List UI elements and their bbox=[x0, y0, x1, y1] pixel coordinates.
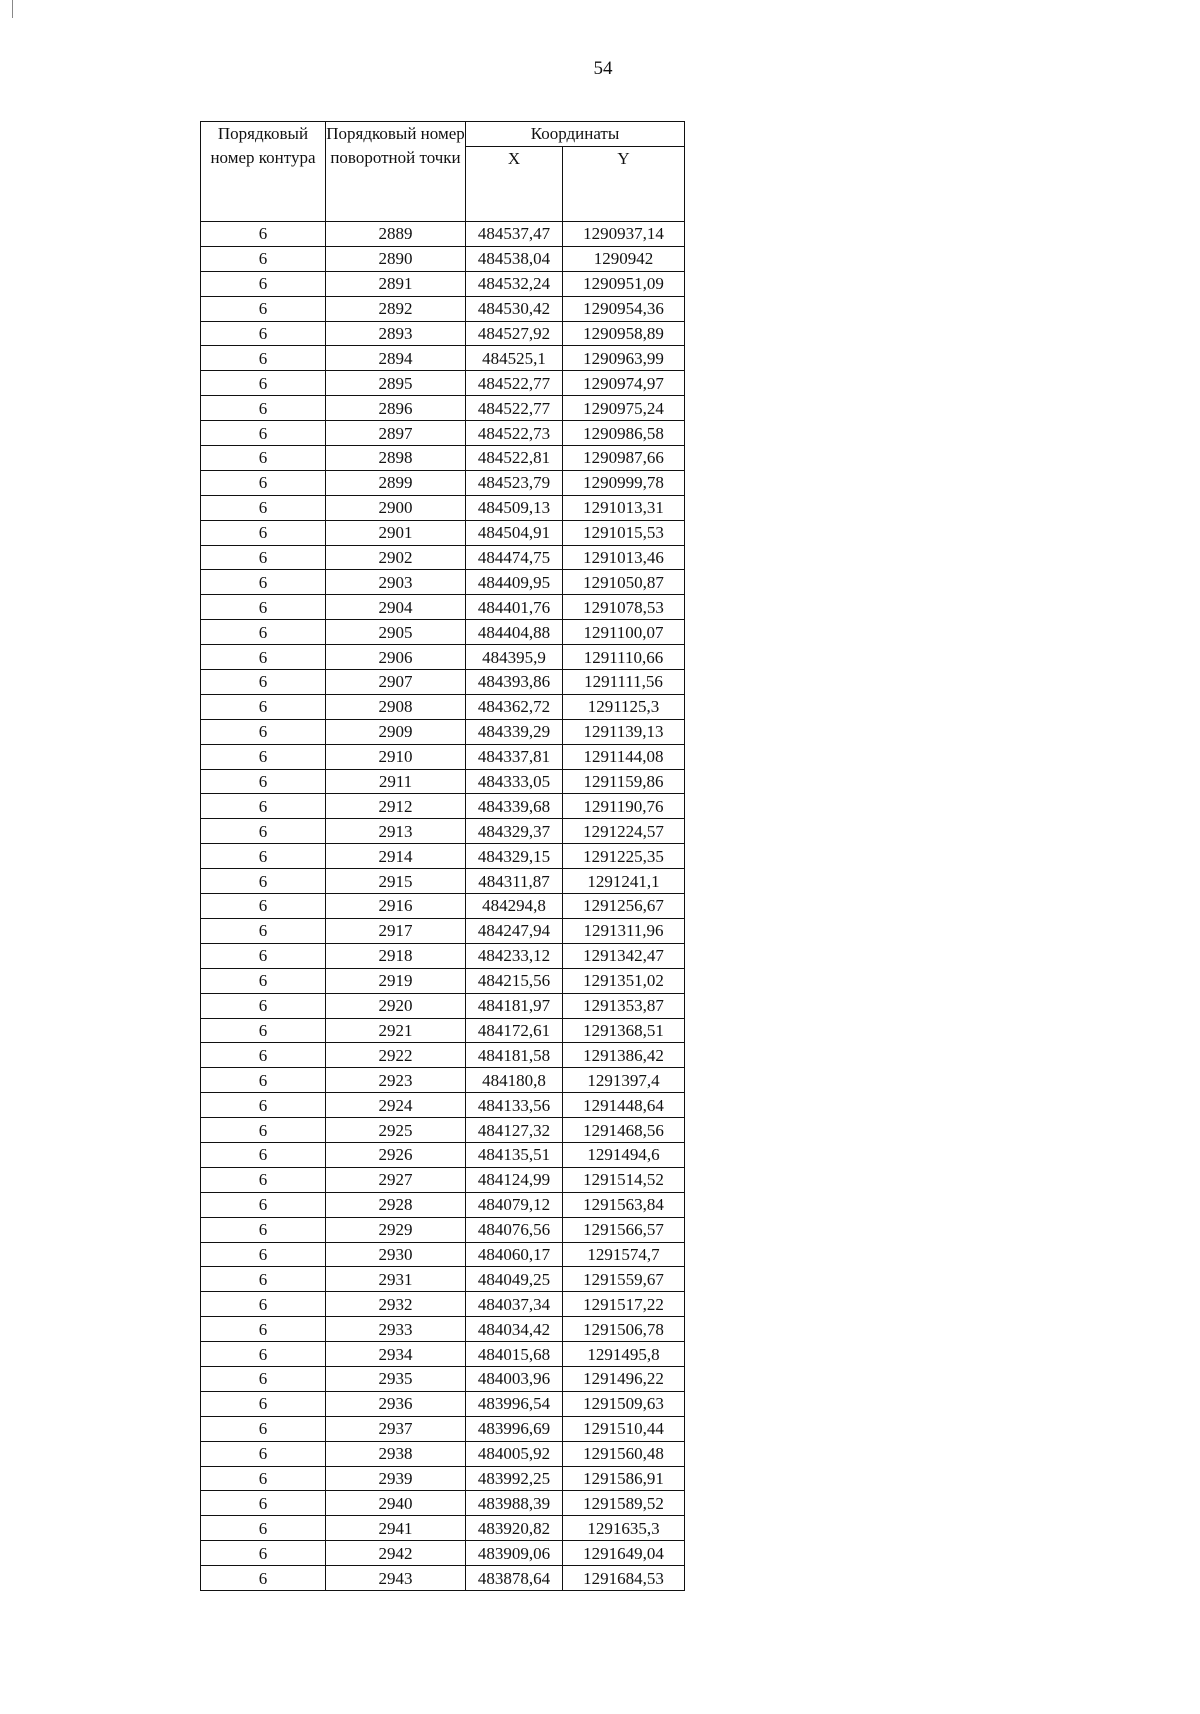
cell-point-number: 2941 bbox=[326, 1516, 466, 1541]
cell-point-number: 2924 bbox=[326, 1093, 466, 1118]
cell-point-number: 2902 bbox=[326, 545, 466, 570]
cell-x: 483992,25 bbox=[466, 1466, 563, 1491]
cell-x: 484527,92 bbox=[466, 321, 563, 346]
cell-point-number: 2921 bbox=[326, 1018, 466, 1043]
table-row bbox=[201, 968, 685, 993]
table-row bbox=[201, 271, 685, 296]
table-row bbox=[201, 520, 685, 545]
cell-point-number: 2925 bbox=[326, 1118, 466, 1143]
cell-contour-number: 6 bbox=[201, 1366, 326, 1391]
table-row bbox=[201, 719, 685, 744]
cell-y: 1291649,04 bbox=[563, 1541, 685, 1566]
header-y: Y bbox=[563, 147, 685, 222]
cell-point-number: 2912 bbox=[326, 794, 466, 819]
cell-contour-number: 6 bbox=[201, 1391, 326, 1416]
cell-y: 1291078,53 bbox=[563, 595, 685, 620]
cell-point-number: 2922 bbox=[326, 1043, 466, 1068]
cell-x: 484060,17 bbox=[466, 1242, 563, 1267]
cell-x: 483920,82 bbox=[466, 1516, 563, 1541]
cell-contour-number: 6 bbox=[201, 819, 326, 844]
cell-point-number: 2913 bbox=[326, 819, 466, 844]
cell-point-number: 2899 bbox=[326, 470, 466, 495]
table-row bbox=[201, 844, 685, 869]
table-row bbox=[201, 396, 685, 421]
cell-point-number: 2915 bbox=[326, 869, 466, 894]
cell-y: 1291574,7 bbox=[563, 1242, 685, 1267]
cell-contour-number: 6 bbox=[201, 271, 326, 296]
cell-contour-number: 6 bbox=[201, 346, 326, 371]
cell-x: 484362,72 bbox=[466, 694, 563, 719]
cell-contour-number: 6 bbox=[201, 844, 326, 869]
table-row bbox=[201, 1566, 685, 1591]
cell-point-number: 2917 bbox=[326, 918, 466, 943]
cell-contour-number: 6 bbox=[201, 421, 326, 446]
cell-x: 484329,15 bbox=[466, 844, 563, 869]
cell-point-number: 2926 bbox=[326, 1142, 466, 1167]
cell-point-number: 2905 bbox=[326, 620, 466, 645]
table-row bbox=[201, 421, 685, 446]
cell-x: 484337,81 bbox=[466, 744, 563, 769]
cell-y: 1291368,51 bbox=[563, 1018, 685, 1043]
cell-y: 1290963,99 bbox=[563, 346, 685, 371]
cell-y: 1291125,3 bbox=[563, 694, 685, 719]
cell-y: 1291110,66 bbox=[563, 645, 685, 670]
table-row bbox=[201, 1018, 685, 1043]
table-row bbox=[201, 670, 685, 695]
table-row bbox=[201, 1541, 685, 1566]
cell-y: 1290937,14 bbox=[563, 222, 685, 247]
cell-contour-number: 6 bbox=[201, 1441, 326, 1466]
cell-x: 484003,96 bbox=[466, 1366, 563, 1391]
cell-point-number: 2918 bbox=[326, 943, 466, 968]
cell-y: 1291256,67 bbox=[563, 894, 685, 919]
scan-artifact-mark bbox=[12, 0, 13, 18]
cell-x: 484015,68 bbox=[466, 1342, 563, 1367]
cell-point-number: 2936 bbox=[326, 1391, 466, 1416]
cell-contour-number: 6 bbox=[201, 794, 326, 819]
cell-x: 484393,86 bbox=[466, 670, 563, 695]
cell-x: 483988,39 bbox=[466, 1491, 563, 1516]
table-row bbox=[201, 894, 685, 919]
table-row bbox=[201, 620, 685, 645]
cell-contour-number: 6 bbox=[201, 396, 326, 421]
cell-y: 1291468,56 bbox=[563, 1118, 685, 1143]
cell-y: 1291509,63 bbox=[563, 1391, 685, 1416]
cell-point-number: 2932 bbox=[326, 1292, 466, 1317]
table-row bbox=[201, 1068, 685, 1093]
cell-point-number: 2916 bbox=[326, 894, 466, 919]
cell-x: 484537,47 bbox=[466, 222, 563, 247]
cell-x: 483878,64 bbox=[466, 1566, 563, 1591]
cell-x: 484233,12 bbox=[466, 943, 563, 968]
cell-x: 484037,34 bbox=[466, 1292, 563, 1317]
table-row bbox=[201, 1267, 685, 1292]
cell-contour-number: 6 bbox=[201, 470, 326, 495]
cell-point-number: 2938 bbox=[326, 1441, 466, 1466]
cell-contour-number: 6 bbox=[201, 1093, 326, 1118]
table-row bbox=[201, 1416, 685, 1441]
table-row bbox=[201, 769, 685, 794]
cell-x: 484532,24 bbox=[466, 271, 563, 296]
table-row bbox=[201, 869, 685, 894]
cell-x: 484329,37 bbox=[466, 819, 563, 844]
cell-y: 1290951,09 bbox=[563, 271, 685, 296]
cell-x: 484215,56 bbox=[466, 968, 563, 993]
cell-contour-number: 6 bbox=[201, 545, 326, 570]
cell-contour-number: 6 bbox=[201, 869, 326, 894]
cell-contour-number: 6 bbox=[201, 1317, 326, 1342]
cell-contour-number: 6 bbox=[201, 1068, 326, 1093]
page-number: 54 bbox=[593, 58, 613, 79]
table-row bbox=[201, 446, 685, 471]
table-row bbox=[201, 1292, 685, 1317]
cell-y: 1291563,84 bbox=[563, 1192, 685, 1217]
cell-x: 483996,54 bbox=[466, 1391, 563, 1416]
cell-x: 484124,99 bbox=[466, 1167, 563, 1192]
cell-contour-number: 6 bbox=[201, 968, 326, 993]
cell-contour-number: 6 bbox=[201, 495, 326, 520]
cell-contour-number: 6 bbox=[201, 1292, 326, 1317]
cell-x: 484530,42 bbox=[466, 296, 563, 321]
cell-point-number: 2892 bbox=[326, 296, 466, 321]
cell-y: 1291496,22 bbox=[563, 1366, 685, 1391]
table-row bbox=[201, 1192, 685, 1217]
cell-y: 1291514,52 bbox=[563, 1167, 685, 1192]
cell-y: 1291448,64 bbox=[563, 1093, 685, 1118]
cell-point-number: 2914 bbox=[326, 844, 466, 869]
cell-contour-number: 6 bbox=[201, 1242, 326, 1267]
cell-point-number: 2933 bbox=[326, 1317, 466, 1342]
cell-y: 1290975,24 bbox=[563, 396, 685, 421]
cell-point-number: 2931 bbox=[326, 1267, 466, 1292]
cell-y: 1291015,53 bbox=[563, 520, 685, 545]
cell-contour-number: 6 bbox=[201, 645, 326, 670]
cell-point-number: 2911 bbox=[326, 769, 466, 794]
table-body bbox=[201, 222, 685, 1591]
cell-point-number: 2901 bbox=[326, 520, 466, 545]
cell-contour-number: 6 bbox=[201, 943, 326, 968]
cell-x: 484180,8 bbox=[466, 1068, 563, 1093]
cell-contour-number: 6 bbox=[201, 1167, 326, 1192]
cell-x: 484525,1 bbox=[466, 346, 563, 371]
cell-x: 484522,77 bbox=[466, 371, 563, 396]
cell-x: 484181,97 bbox=[466, 993, 563, 1018]
cell-x: 483996,69 bbox=[466, 1416, 563, 1441]
cell-y: 1291635,3 bbox=[563, 1516, 685, 1541]
cell-y: 1291351,02 bbox=[563, 968, 685, 993]
cell-x: 484504,91 bbox=[466, 520, 563, 545]
cell-y: 1291494,6 bbox=[563, 1142, 685, 1167]
cell-contour-number: 6 bbox=[201, 222, 326, 247]
cell-x: 484339,29 bbox=[466, 719, 563, 744]
cell-y: 1290974,97 bbox=[563, 371, 685, 396]
cell-contour-number: 6 bbox=[201, 1342, 326, 1367]
cell-point-number: 2923 bbox=[326, 1068, 466, 1093]
cell-contour-number: 6 bbox=[201, 296, 326, 321]
cell-point-number: 2942 bbox=[326, 1541, 466, 1566]
cell-y: 1291190,76 bbox=[563, 794, 685, 819]
cell-contour-number: 6 bbox=[201, 620, 326, 645]
cell-contour-number: 6 bbox=[201, 321, 326, 346]
cell-contour-number: 6 bbox=[201, 1416, 326, 1441]
cell-point-number: 2891 bbox=[326, 271, 466, 296]
cell-x: 484311,87 bbox=[466, 869, 563, 894]
cell-contour-number: 6 bbox=[201, 1018, 326, 1043]
cell-y: 1291560,48 bbox=[563, 1441, 685, 1466]
cell-y: 1291589,52 bbox=[563, 1491, 685, 1516]
cell-contour-number: 6 bbox=[201, 719, 326, 744]
cell-y: 1291224,57 bbox=[563, 819, 685, 844]
cell-contour-number: 6 bbox=[201, 1566, 326, 1591]
header-coordinates: Координаты bbox=[466, 122, 685, 147]
cell-contour-number: 6 bbox=[201, 894, 326, 919]
cell-point-number: 2889 bbox=[326, 222, 466, 247]
cell-point-number: 2929 bbox=[326, 1217, 466, 1242]
cell-x: 484294,8 bbox=[466, 894, 563, 919]
cell-contour-number: 6 bbox=[201, 1217, 326, 1242]
cell-contour-number: 6 bbox=[201, 1192, 326, 1217]
cell-point-number: 2937 bbox=[326, 1416, 466, 1441]
cell-y: 1291342,47 bbox=[563, 943, 685, 968]
cell-point-number: 2900 bbox=[326, 495, 466, 520]
cell-y: 1291559,67 bbox=[563, 1267, 685, 1292]
cell-x: 484181,58 bbox=[466, 1043, 563, 1068]
cell-point-number: 2897 bbox=[326, 421, 466, 446]
table-row bbox=[201, 1167, 685, 1192]
cell-x: 484076,56 bbox=[466, 1217, 563, 1242]
cell-y: 1291517,22 bbox=[563, 1292, 685, 1317]
cell-x: 484523,79 bbox=[466, 470, 563, 495]
cell-y: 1291241,1 bbox=[563, 869, 685, 894]
cell-contour-number: 6 bbox=[201, 1118, 326, 1143]
cell-x: 484401,76 bbox=[466, 595, 563, 620]
cell-x: 484079,12 bbox=[466, 1192, 563, 1217]
table-row bbox=[201, 470, 685, 495]
cell-contour-number: 6 bbox=[201, 694, 326, 719]
cell-y: 1290958,89 bbox=[563, 321, 685, 346]
cell-x: 484133,56 bbox=[466, 1093, 563, 1118]
table-row bbox=[201, 744, 685, 769]
cell-y: 1291139,13 bbox=[563, 719, 685, 744]
cell-point-number: 2896 bbox=[326, 396, 466, 421]
cell-x: 484509,13 bbox=[466, 495, 563, 520]
cell-y: 1291397,4 bbox=[563, 1068, 685, 1093]
table-row bbox=[201, 246, 685, 271]
cell-y: 1291510,44 bbox=[563, 1416, 685, 1441]
table-row bbox=[201, 321, 685, 346]
cell-y: 1291566,57 bbox=[563, 1217, 685, 1242]
cell-y: 1291159,86 bbox=[563, 769, 685, 794]
cell-contour-number: 6 bbox=[201, 1142, 326, 1167]
cell-y: 1290999,78 bbox=[563, 470, 685, 495]
cell-point-number: 2895 bbox=[326, 371, 466, 396]
cell-point-number: 2898 bbox=[326, 446, 466, 471]
cell-point-number: 2893 bbox=[326, 321, 466, 346]
table-row bbox=[201, 1093, 685, 1118]
table-row bbox=[201, 1366, 685, 1391]
cell-contour-number: 6 bbox=[201, 918, 326, 943]
cell-y: 1291100,07 bbox=[563, 620, 685, 645]
cell-x: 484339,68 bbox=[466, 794, 563, 819]
table-row bbox=[201, 495, 685, 520]
table-row bbox=[201, 371, 685, 396]
header-x: X bbox=[466, 147, 563, 222]
cell-x: 484049,25 bbox=[466, 1267, 563, 1292]
table-row bbox=[201, 595, 685, 620]
cell-point-number: 2920 bbox=[326, 993, 466, 1018]
cell-point-number: 2934 bbox=[326, 1342, 466, 1367]
cell-contour-number: 6 bbox=[201, 1043, 326, 1068]
cell-y: 1290986,58 bbox=[563, 421, 685, 446]
cell-x: 484522,73 bbox=[466, 421, 563, 446]
cell-y: 1291586,91 bbox=[563, 1466, 685, 1491]
cell-point-number: 2928 bbox=[326, 1192, 466, 1217]
cell-contour-number: 6 bbox=[201, 1541, 326, 1566]
table-row bbox=[201, 819, 685, 844]
cell-contour-number: 6 bbox=[201, 993, 326, 1018]
table-row bbox=[201, 222, 685, 247]
cell-contour-number: 6 bbox=[201, 1466, 326, 1491]
table-row bbox=[201, 794, 685, 819]
cell-contour-number: 6 bbox=[201, 769, 326, 794]
cell-y: 1291506,78 bbox=[563, 1317, 685, 1342]
cell-y: 1291684,53 bbox=[563, 1566, 685, 1591]
cell-point-number: 2907 bbox=[326, 670, 466, 695]
cell-point-number: 2908 bbox=[326, 694, 466, 719]
table-row bbox=[201, 1466, 685, 1491]
cell-y: 1290954,36 bbox=[563, 296, 685, 321]
cell-contour-number: 6 bbox=[201, 520, 326, 545]
cell-x: 484395,9 bbox=[466, 645, 563, 670]
cell-x: 484522,81 bbox=[466, 446, 563, 471]
table-row bbox=[201, 694, 685, 719]
cell-x: 484522,77 bbox=[466, 396, 563, 421]
table-row bbox=[201, 296, 685, 321]
table-row bbox=[201, 1516, 685, 1541]
cell-point-number: 2906 bbox=[326, 645, 466, 670]
table-row bbox=[201, 993, 685, 1018]
table-row bbox=[201, 346, 685, 371]
table-row bbox=[201, 1391, 685, 1416]
table-header bbox=[201, 122, 685, 222]
cell-contour-number: 6 bbox=[201, 670, 326, 695]
cell-x: 484538,04 bbox=[466, 246, 563, 271]
cell-y: 1291050,87 bbox=[563, 570, 685, 595]
table-row bbox=[201, 645, 685, 670]
coordinates-table bbox=[200, 121, 685, 1591]
table-row bbox=[201, 1342, 685, 1367]
cell-point-number: 2909 bbox=[326, 719, 466, 744]
cell-y: 1291013,46 bbox=[563, 545, 685, 570]
cell-y: 1291111,56 bbox=[563, 670, 685, 695]
cell-y: 1290942 bbox=[563, 246, 685, 271]
cell-y: 1291225,35 bbox=[563, 844, 685, 869]
cell-x: 484127,32 bbox=[466, 1118, 563, 1143]
cell-contour-number: 6 bbox=[201, 1491, 326, 1516]
cell-y: 1291495,8 bbox=[563, 1342, 685, 1367]
cell-point-number: 2890 bbox=[326, 246, 466, 271]
cell-x: 484474,75 bbox=[466, 545, 563, 570]
table-row bbox=[201, 545, 685, 570]
cell-x: 484135,51 bbox=[466, 1142, 563, 1167]
cell-y: 1291013,31 bbox=[563, 495, 685, 520]
table-row bbox=[201, 1142, 685, 1167]
table-row bbox=[201, 1118, 685, 1143]
cell-point-number: 2935 bbox=[326, 1366, 466, 1391]
cell-point-number: 2930 bbox=[326, 1242, 466, 1267]
table-row bbox=[201, 1043, 685, 1068]
table-row bbox=[201, 1317, 685, 1342]
cell-point-number: 2927 bbox=[326, 1167, 466, 1192]
cell-x: 483909,06 bbox=[466, 1541, 563, 1566]
cell-x: 484333,05 bbox=[466, 769, 563, 794]
cell-y: 1291311,96 bbox=[563, 918, 685, 943]
cell-contour-number: 6 bbox=[201, 371, 326, 396]
table-row bbox=[201, 918, 685, 943]
cell-contour-number: 6 bbox=[201, 246, 326, 271]
cell-y: 1291353,87 bbox=[563, 993, 685, 1018]
table-row bbox=[201, 1491, 685, 1516]
cell-point-number: 2904 bbox=[326, 595, 466, 620]
header-point-number: Порядковый номер поворотной точки bbox=[326, 122, 466, 222]
cell-x: 484005,92 bbox=[466, 1441, 563, 1466]
cell-contour-number: 6 bbox=[201, 570, 326, 595]
cell-contour-number: 6 bbox=[201, 1516, 326, 1541]
cell-point-number: 2939 bbox=[326, 1466, 466, 1491]
cell-point-number: 2943 bbox=[326, 1566, 466, 1591]
cell-y: 1291144,08 bbox=[563, 744, 685, 769]
cell-y: 1290987,66 bbox=[563, 446, 685, 471]
cell-contour-number: 6 bbox=[201, 1267, 326, 1292]
cell-point-number: 2903 bbox=[326, 570, 466, 595]
table-row bbox=[201, 943, 685, 968]
cell-point-number: 2919 bbox=[326, 968, 466, 993]
cell-x: 484034,42 bbox=[466, 1317, 563, 1342]
cell-contour-number: 6 bbox=[201, 595, 326, 620]
cell-x: 484404,88 bbox=[466, 620, 563, 645]
cell-y: 1291386,42 bbox=[563, 1043, 685, 1068]
table-row bbox=[201, 1441, 685, 1466]
table-row bbox=[201, 1242, 685, 1267]
cell-contour-number: 6 bbox=[201, 446, 326, 471]
cell-contour-number: 6 bbox=[201, 744, 326, 769]
table-row bbox=[201, 1217, 685, 1242]
cell-point-number: 2910 bbox=[326, 744, 466, 769]
cell-x: 484247,94 bbox=[466, 918, 563, 943]
cell-x: 484409,95 bbox=[466, 570, 563, 595]
cell-x: 484172,61 bbox=[466, 1018, 563, 1043]
cell-point-number: 2940 bbox=[326, 1491, 466, 1516]
cell-point-number: 2894 bbox=[326, 346, 466, 371]
table-row bbox=[201, 570, 685, 595]
header-contour-number: Порядковый номер контура bbox=[201, 122, 326, 222]
